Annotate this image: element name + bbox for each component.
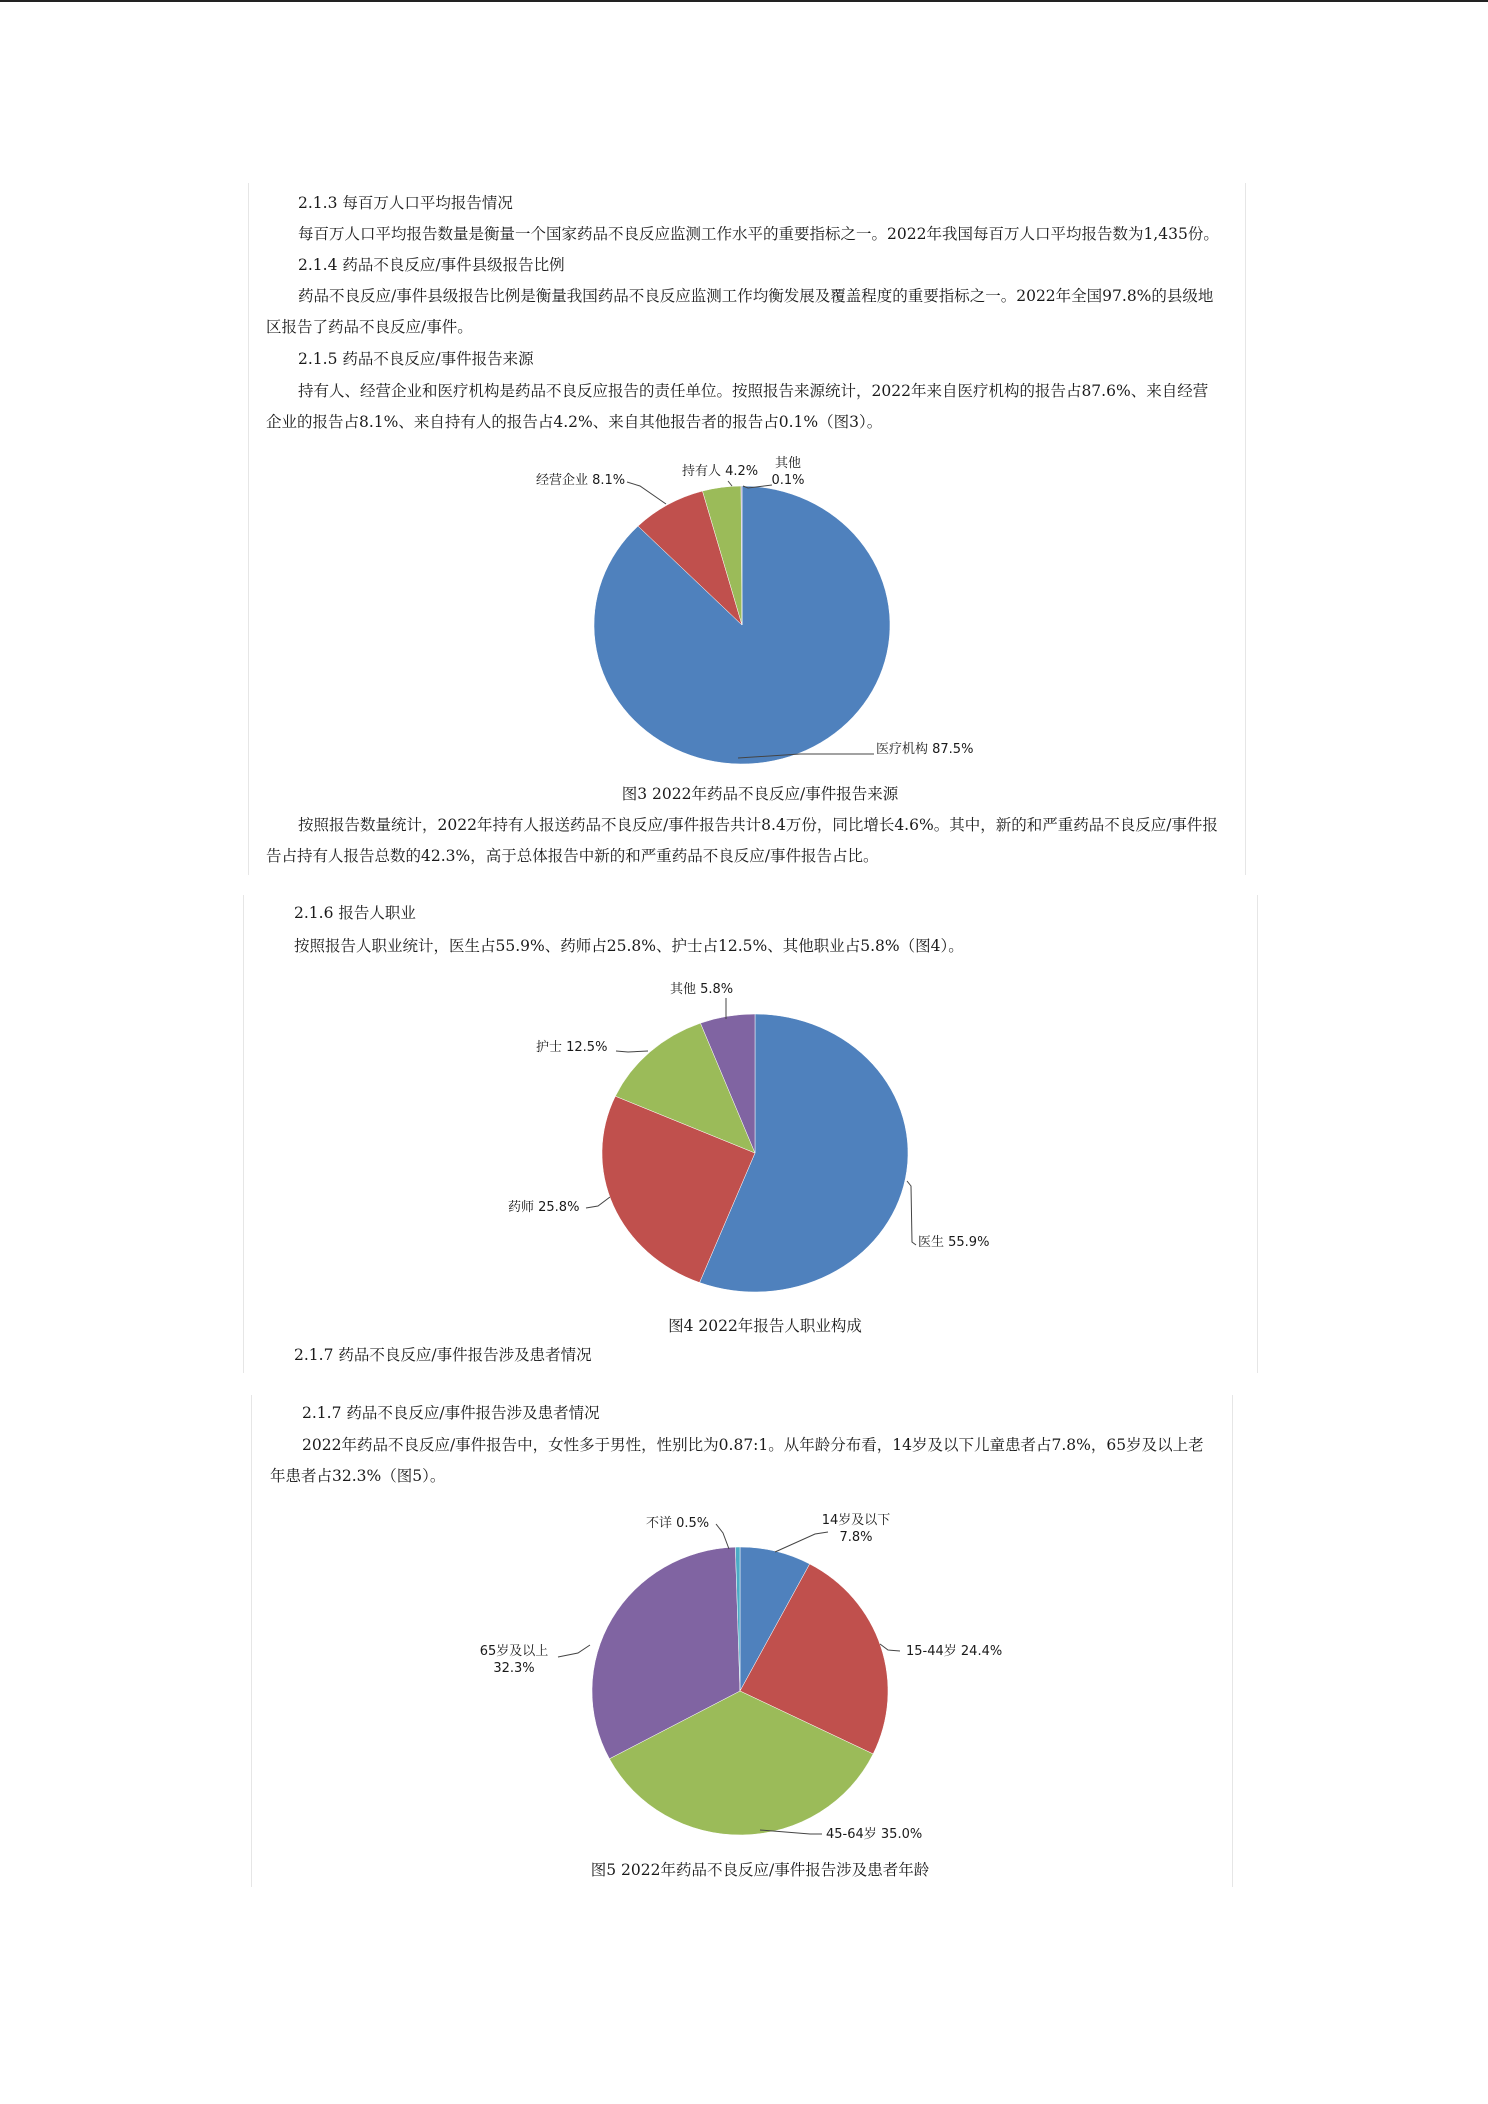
figure-4-caption: 图4 2022年报告人职业构成	[668, 1317, 862, 1335]
leader-line-1	[775, 1532, 828, 1552]
leader-line-2	[627, 482, 666, 504]
leader-line-1	[907, 1181, 916, 1245]
slice-label-1: 14岁及以下 7.8%	[821, 1513, 891, 1545]
slice-label-5: 不详 0.5%	[646, 1516, 710, 1531]
slice-label-3: 持有人 4.2%	[682, 464, 759, 479]
leader-line-5	[716, 1524, 729, 1549]
leader-line-4	[558, 1645, 590, 1657]
slice-label-4: 其他 5.8%	[670, 982, 734, 997]
heading-2-1-7-overflow: 2.1.7 药品不良反应/事件报告涉及患者情况	[294, 1346, 592, 1364]
paragraph-2-1-4: 药品不良反应/事件县级报告比例是衡量我国药品不良反应监测工作均衡发展及覆盖程度的重要指标之一。2022年全国97.8%的县级地区报告了药品不良反应/事件。	[266, 287, 1214, 336]
patient-age-pie-chart	[440, 1500, 1060, 1850]
top-border-line	[0, 0, 1488, 2]
leader-line-2	[880, 1644, 900, 1651]
leader-line-3	[728, 481, 732, 486]
heading-2-1-3: 2.1.3 每百万人口平均报告情况	[298, 194, 513, 212]
slice-label-4: 65岁及以上 32.3%	[479, 1644, 549, 1676]
paragraph-2-1-5: 持有人、经营企业和医疗机构是药品不良反应报告的责任单位。按照报告来源统计，2022年来自医疗机构的报告占87.6%、来自经营企业的报告占8.1%、来自持有人的报告占4.2%、来自其他报告者的报告占0.1%（图3）。	[266, 382, 1209, 431]
slice-label-4: 其他 0.1%	[771, 456, 805, 488]
heading-2-1-4: 2.1.4 药品不良反应/事件县级报告比例	[298, 256, 565, 274]
heading-2-1-5: 2.1.5 药品不良反应/事件报告来源	[298, 350, 534, 368]
heading-2-1-6: 2.1.6 报告人职业	[294, 904, 416, 922]
reporter-occupation-pie-chart	[460, 975, 1060, 1300]
paragraph-2-1-7: 2022年药品不良反应/事件报告中，女性多于男性，性别比为0.87:1。从年龄分布看，14岁及以下儿童患者占7.8%，65岁及以上老年患者占32.3%（图5）。	[270, 1436, 1204, 1485]
report-source-pie-chart	[440, 440, 1040, 770]
paragraph-2-1-3: 每百万人口平均报告数量是衡量一个国家药品不良反应监测工作水平的重要指标之一。2022年我国每百万人口平均报告数为1,435份。	[298, 225, 1219, 243]
slice-label-3: 护士 12.5%	[536, 1040, 608, 1055]
slice-label-3: 45-64岁 35.0%	[826, 1827, 923, 1842]
slice-label-1: 医疗机构 87.5%	[876, 742, 974, 757]
slice-label-2: 经营企业 8.1%	[536, 473, 626, 488]
paragraph-2-1-6: 按照报告人职业统计，医生占55.9%、药师占25.8%、护士占12.5%、其他职业占5.8%（图4）。	[294, 937, 964, 955]
heading-2-1-7: 2.1.7 药品不良反应/事件报告涉及患者情况	[302, 1404, 600, 1422]
slice-label-2: 药师 25.8%	[508, 1200, 580, 1215]
leader-line-3	[616, 1051, 648, 1052]
leader-line-2	[586, 1197, 610, 1208]
slice-label-2: 15-44岁 24.4%	[906, 1644, 1003, 1659]
slice-label-1: 医生 55.9%	[918, 1235, 990, 1250]
figure-5-caption: 图5 2022年药品不良反应/事件报告涉及患者年龄	[590, 1861, 930, 1879]
figure-3-caption: 图3 2022年药品不良反应/事件报告来源	[621, 785, 899, 803]
paragraph-after-figure-3: 按照报告数量统计，2022年持有人报送药品不良反应/事件报告共计8.4万份，同比增长4.6%。其中，新的和严重药品不良反应/事件报告占持有人报告总数的42.3%，高于总体报告中新的和严重药品不良反应/事件报告占比。	[266, 816, 1218, 865]
